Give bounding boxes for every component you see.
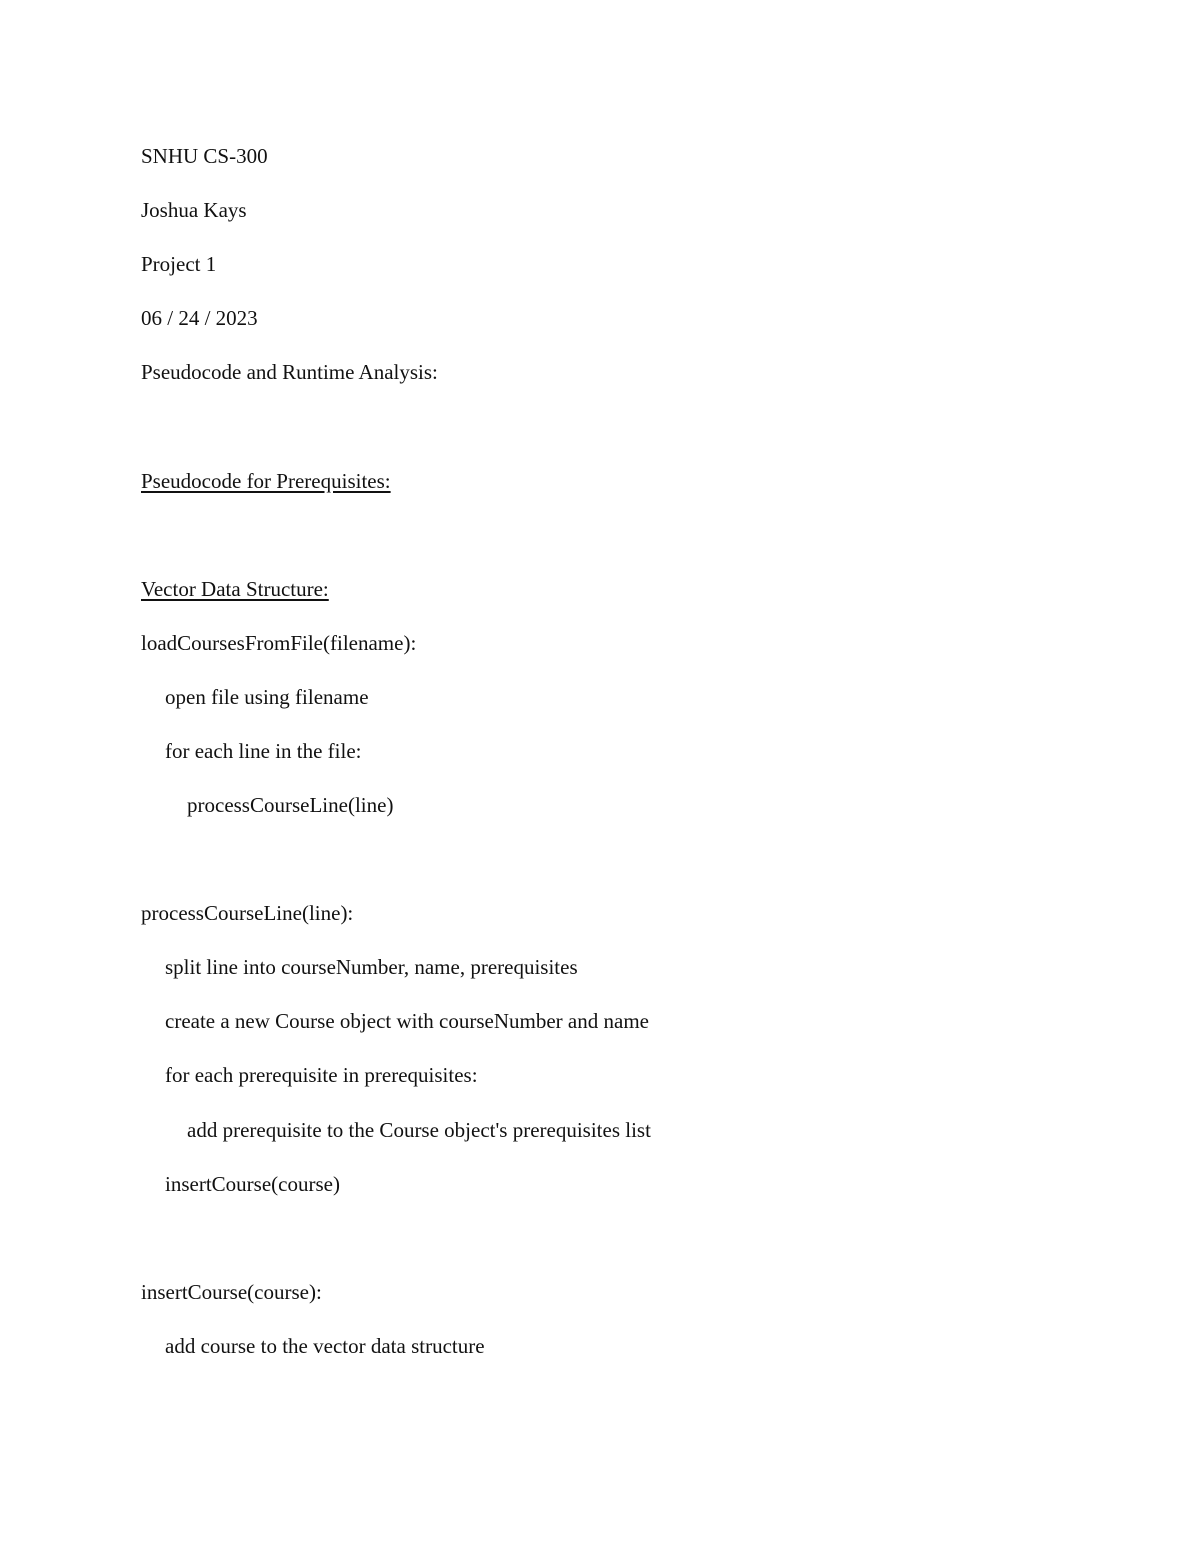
prerequisites-heading: Pseudocode for Prerequisites: <box>141 469 391 493</box>
code-line-load-for: for each line in the file: <box>165 739 362 763</box>
code-line-load-def: loadCoursesFromFile(filename): <box>141 631 417 655</box>
code-line-process-for: for each prerequisite in prerequisites: <box>165 1063 478 1087</box>
code-line-process-split: split line into courseNumber, name, prerequisites <box>165 955 578 979</box>
code-line-load-open: open file using filename <box>165 685 369 709</box>
project-label: Project 1 <box>141 252 217 276</box>
vector-heading: Vector Data Structure: <box>141 577 329 601</box>
code-line-load-call: processCourseLine(line) <box>187 793 394 817</box>
code-line-process-add: add prerequisite to the Course object's prerequisites list <box>187 1118 651 1142</box>
code-line-process-insert: insertCourse(course) <box>165 1172 340 1196</box>
code-line-process-create: create a new Course object with courseNumber and name <box>165 1009 649 1033</box>
code-line-process-def: processCourseLine(line): <box>141 901 354 925</box>
course-title: SNHU CS-300 <box>141 144 268 168</box>
code-line-insert-add: add course to the vector data structure <box>165 1334 485 1358</box>
document-subject: Pseudocode and Runtime Analysis: <box>141 360 438 384</box>
document-date: 06 / 24 / 2023 <box>141 306 258 330</box>
author-name: Joshua Kays <box>141 198 247 222</box>
code-line-insert-def: insertCourse(course): <box>141 1280 322 1304</box>
